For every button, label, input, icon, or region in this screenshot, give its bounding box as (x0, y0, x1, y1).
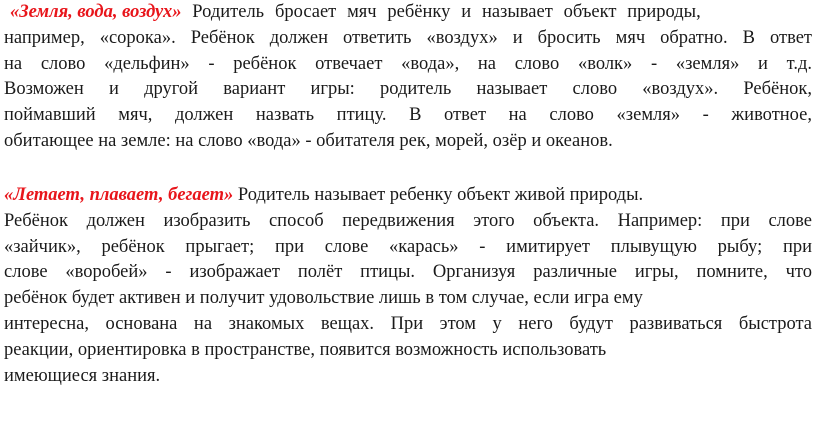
paragraph-line: например, «сорока». Ребёнок должен ответить «воздух» и бросить мяч обратно. В ответ (4, 27, 812, 48)
paragraph-line (4, 183, 812, 209)
paragraph-line: ребёнок будет активен и получит удовольствие лишь в том случае, если игра ему (4, 288, 643, 309)
paragraph-line: «зайчик», ребёнок прыгает; при слове «карась» - имитирует плывущую рыбу; при (4, 236, 812, 257)
paragraph-line: слове «воробей» - изображает полёт птицы. Организуя различные игры, помните, что (4, 262, 812, 283)
line-text: Родитель бросает мяч ребёнку и называет объект природы, (181, 2, 701, 22)
paragraph-line: Возможен и другой вариант игры: родитель называет слово «воздух». Ребёнок, (4, 79, 812, 100)
game-title: «Летает, плавает, бегает» (4, 185, 234, 205)
paragraph-line: Ребёнок должен изобразить способ передвижения этого объекта. Например: при слове (4, 210, 812, 231)
paragraph-line: обитающее на земле: на слово «вода» - обитателя рек, морей, озёр и океанов. (4, 130, 613, 151)
paragraph-line: поймавший мяч, должен назвать птицу. В ответ на слово «земля» - животное, (4, 105, 812, 126)
paragraph-line (4, 0, 812, 26)
paragraph-line: реакции, ориентировка в пространстве, появится возможность использовать (4, 339, 607, 360)
paragraph-line: интересна, основана на знакомых вещах. При этом у него будут развиваться быстрота (4, 313, 812, 334)
paragraph-line: имеющиеся знания. (4, 365, 161, 386)
paragraph-earth-water-air (4, 0, 812, 155)
paragraph-flies-swims-runs (4, 183, 812, 389)
paragraph-line: на слово «дельфин» - ребёнок отвечает «вода», на слово «волк» - «земля» и т.д. (4, 53, 812, 74)
game-title: «Земля, вода, воздух» (10, 2, 182, 22)
line-text: Родитель называет ребенку объект живой природы. (233, 185, 644, 205)
